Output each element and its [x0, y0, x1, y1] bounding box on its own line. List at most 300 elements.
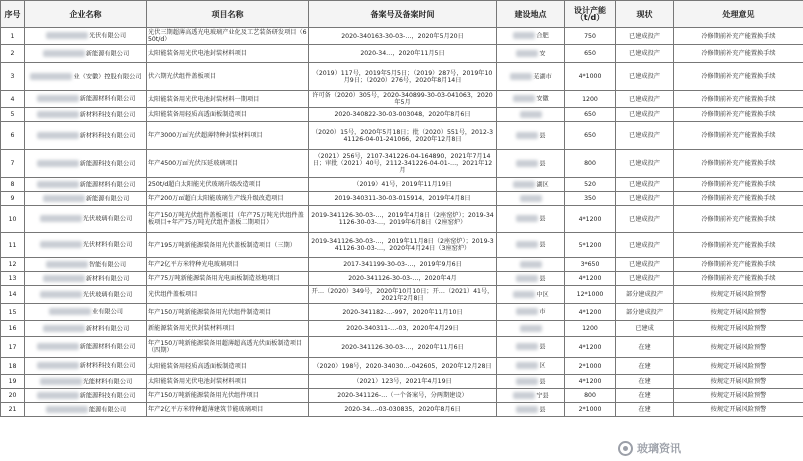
- cell-text: 业（安徽）控股有限公司: [73, 73, 142, 81]
- cell-text: 安徽: [536, 95, 549, 103]
- cell-location: [497, 206, 565, 233]
- cell-text: 冷修期前补充产能置换手续: [701, 261, 776, 268]
- cell-no: [1, 389, 25, 403]
- cell-text: 业有限公司: [92, 308, 123, 316]
- cell-opinion: [674, 389, 803, 403]
- cell-text: 按规定开展风险预警: [710, 362, 767, 370]
- cell-status: [616, 192, 674, 206]
- table-row: [1, 358, 803, 375]
- cell-no: [1, 122, 25, 150]
- cell-project: [147, 286, 309, 304]
- cell-no: [1, 206, 25, 233]
- table-header-row: [1, 1, 803, 28]
- cell-text: 县: [539, 241, 546, 249]
- cell-text: 冷修期前补充产能置换手续: [701, 160, 776, 167]
- watermark-text: 玻璃资讯: [637, 442, 681, 455]
- cell-opinion: [674, 258, 803, 272]
- cell-text: 太阳能装备用轻质高透面板制造项目: [148, 111, 247, 118]
- cell-text: 已建成投产: [629, 73, 660, 80]
- cell-company: [25, 304, 147, 321]
- cell-text: 新材料有限公司: [85, 325, 130, 333]
- cell-location: [497, 258, 565, 272]
- cell-location: [497, 45, 565, 63]
- cell-text: 520: [584, 181, 596, 188]
- cell-no: [1, 304, 25, 321]
- cell-text: 年产195万吨新能源装备用光伏盖板制造项目（三期）: [148, 241, 296, 249]
- cell-text: 2019-340311-30-03-015914，2019年4月8日: [334, 195, 471, 202]
- cell-text: 部分建成投产: [625, 291, 664, 298]
- cell-opinion: [674, 122, 803, 150]
- cell-capacity: [565, 286, 616, 304]
- cell-company: [25, 321, 147, 337]
- cell-opinion: [674, 28, 803, 45]
- cell-opinion: [674, 358, 803, 375]
- cell-no: [1, 91, 25, 108]
- header-opinion: 处理意见: [674, 1, 803, 28]
- cell-location: [497, 63, 565, 91]
- cell-project: [147, 108, 309, 122]
- cell-text: 16: [8, 325, 17, 332]
- table-row: [1, 122, 803, 150]
- cell-capacity: [565, 91, 616, 108]
- redacted-block: [37, 343, 79, 350]
- cell-no: [1, 258, 25, 272]
- cell-no: [1, 178, 25, 192]
- table-row: [1, 178, 803, 192]
- cell-status: [616, 122, 674, 150]
- cell-text: 在建: [638, 378, 651, 385]
- cell-text: （2019）41号，2019年11月19日: [353, 181, 452, 188]
- cell-capacity: [565, 206, 616, 233]
- cell-text: 冷修期前补充产能置换手续: [701, 132, 776, 139]
- cell-text: 年产150万吨新能源装备用超薄超高透光伏面板制造项目（四期）: [148, 340, 303, 354]
- cell-text: 19: [8, 378, 17, 385]
- cell-no: [1, 192, 25, 206]
- cell-location: [497, 272, 565, 286]
- cell-text: （2020）198号，2020-34030…-042605，2020年12月28日: [313, 362, 492, 370]
- cell-capacity: [565, 337, 616, 358]
- cell-text: 650: [584, 111, 596, 118]
- cell-status: [616, 28, 674, 45]
- cell-text: 2020-341126-30-03-…，2020年11月6日: [341, 343, 464, 351]
- cell-company: [25, 375, 147, 389]
- cell-text: 光能材料有限公司: [82, 378, 133, 386]
- cell-opinion: [674, 272, 803, 286]
- cell-record: [309, 286, 497, 304]
- redacted-block: [43, 325, 85, 332]
- redacted-block: [37, 181, 79, 188]
- cell-status: [616, 91, 674, 108]
- cell-no: [1, 337, 25, 358]
- cell-text: 部分建成投产: [625, 308, 664, 316]
- cell-text: 350: [584, 195, 596, 202]
- cell-text: 县: [539, 275, 546, 283]
- redacted-block: [516, 343, 538, 350]
- cell-text: 2020-341182-…-997，2020年11月10日: [342, 308, 463, 316]
- cell-location: [497, 403, 565, 417]
- cell-text: 2020-34…-03-030835，2020年8月6日: [344, 406, 461, 413]
- cell-company: [25, 91, 147, 108]
- cell-project: [147, 375, 309, 389]
- cell-text: 冷修期前补充产能置换手续: [701, 195, 776, 202]
- cell-text: 新能源装备用光伏封装材料项目: [148, 325, 235, 332]
- cell-record: [309, 375, 497, 389]
- cell-text: 新能源材料有限公司: [79, 181, 136, 189]
- table-row: [1, 150, 803, 178]
- cell-text: 年产75万吨新能源装备用光电面板制造基地项目: [148, 275, 280, 282]
- cell-status: [616, 206, 674, 233]
- cell-status: [616, 321, 674, 337]
- cell-project: [147, 258, 309, 272]
- cell-text: 20: [8, 392, 17, 399]
- redacted-block: [510, 73, 532, 80]
- cell-company: [25, 150, 147, 178]
- cell-text: 新材料科技有限公司: [79, 132, 136, 140]
- cell-capacity: [565, 375, 616, 389]
- cell-no: [1, 45, 25, 63]
- cell-text: 太阳能装备用轻质高透面板制造项目: [148, 362, 247, 370]
- cell-project: [147, 91, 309, 108]
- cell-record: [309, 91, 497, 108]
- table-row: [1, 375, 803, 389]
- table-row: [1, 321, 803, 337]
- cell-text: 已建成投产: [629, 160, 660, 167]
- cell-text: 冷修期前补充产能置换手续: [701, 275, 776, 282]
- cell-text: 1200: [582, 95, 598, 103]
- redacted-block: [516, 215, 538, 222]
- header-capacity: 设计产能 （t/d）: [565, 1, 616, 28]
- header-project: 项目名称: [147, 1, 309, 28]
- cell-status: [616, 337, 674, 358]
- redacted-block: [40, 378, 82, 385]
- cell-no: [1, 375, 25, 389]
- cell-no: [1, 28, 25, 45]
- cell-text: 已建成投产: [629, 132, 660, 139]
- cell-text: 750: [584, 32, 596, 40]
- cell-opinion: [674, 108, 803, 122]
- cell-text: 光伏三期超薄高透光电玻璃产业化及工艺装备研发项目（650t/d）: [148, 29, 307, 43]
- cell-text: 在建: [638, 362, 651, 370]
- cell-text: 冷修期前补充产能置换手续: [701, 215, 776, 223]
- cell-text: 光伏有限公司: [88, 32, 127, 40]
- cell-record: [309, 304, 497, 321]
- cell-capacity: [565, 45, 616, 63]
- cell-text: 许可备（2020）305号，2020-340899-30-03-041063，2020年5月: [312, 92, 493, 106]
- cell-record: [309, 150, 497, 178]
- cell-opinion: [674, 321, 803, 337]
- cell-text: 4*1200: [578, 308, 602, 316]
- redacted-block: [520, 111, 542, 118]
- cell-text: 芜湖市: [533, 73, 552, 81]
- cell-record: [309, 337, 497, 358]
- cell-text: 2017-341199-30-03-…，2019年9月6日: [343, 261, 462, 268]
- cell-text: 冷修期前补充产能置换手续: [701, 111, 776, 118]
- cell-text: 4*1200: [578, 378, 602, 385]
- cell-opinion: [674, 337, 803, 358]
- cell-text: 2020-341126-…（一个备案号，分两期建设）: [337, 392, 468, 399]
- cell-opinion: [674, 304, 803, 321]
- header-location: 建设地点: [497, 1, 565, 28]
- cell-status: [616, 63, 674, 91]
- redacted-block: [37, 160, 79, 167]
- cell-text: （2020）15号，2020年5月18日；批（2020）551号，2012-341126-04-01-241066，2020年12月8日: [311, 128, 494, 143]
- cell-company: [25, 122, 147, 150]
- cell-text: 已建成投产: [629, 195, 660, 202]
- cell-text: 11: [8, 241, 17, 249]
- cell-text: （2019）117号，2019年5月5日；（2019）287号，2019年10月9日；（2020）276号，2020年8月14日: [312, 69, 493, 84]
- cell-text: 已建成投产: [629, 95, 660, 103]
- cell-location: [497, 358, 565, 375]
- cell-text: 5*1200: [578, 241, 602, 249]
- redacted-block: [516, 378, 538, 385]
- cell-text: 2*1000: [578, 406, 602, 413]
- cell-text: 光伏玻璃有限公司: [82, 291, 133, 299]
- cell-no: [1, 358, 25, 375]
- cell-location: [497, 192, 565, 206]
- cell-text: 800: [584, 392, 596, 399]
- cell-capacity: [565, 108, 616, 122]
- cell-text: 按规定开展风险预警: [710, 291, 767, 298]
- cell-status: [616, 178, 674, 192]
- cell-status: [616, 45, 674, 63]
- cell-text: 已建成投产: [629, 111, 660, 118]
- cell-record: [309, 122, 497, 150]
- cell-location: [497, 389, 565, 403]
- redacted-block: [513, 95, 535, 102]
- cell-record: [309, 45, 497, 63]
- cell-text: 光伏玻璃有限公司: [82, 215, 133, 223]
- redacted-block: [30, 73, 72, 80]
- cell-text: 年产150万吨新能源装备用光伏组件项目: [148, 392, 259, 399]
- redacted-block: [40, 241, 82, 248]
- cell-status: [616, 150, 674, 178]
- table-row: [1, 45, 803, 63]
- cell-no: [1, 150, 25, 178]
- cell-text: 250t/d超白太阳能光伏玻璃升级改造项目: [148, 181, 262, 188]
- cell-capacity: [565, 233, 616, 258]
- cell-company: [25, 337, 147, 358]
- cell-text: 4*1000: [578, 73, 602, 80]
- cell-project: [147, 150, 309, 178]
- redacted-block: [513, 392, 535, 399]
- cell-capacity: [565, 192, 616, 206]
- cell-company: [25, 389, 147, 403]
- cell-text: 13: [8, 275, 17, 282]
- cell-text: 2020-341126-30-03-…，2020年4月: [348, 275, 457, 282]
- cell-opinion: [674, 63, 803, 91]
- cell-location: [497, 150, 565, 178]
- table-row: [1, 337, 803, 358]
- cell-text: 湖区: [536, 181, 549, 189]
- cell-text: 新能源科技有限公司: [79, 392, 136, 400]
- cell-text: 新能源有限公司: [85, 50, 130, 58]
- cell-text: 县: [539, 132, 546, 140]
- cell-opinion: [674, 233, 803, 258]
- cell-project: [147, 178, 309, 192]
- cell-company: [25, 358, 147, 375]
- cell-project: [147, 272, 309, 286]
- cell-text: 4*1200: [578, 215, 602, 223]
- cell-text: 能源有限公司: [88, 406, 127, 414]
- cell-text: 新能源科技有限公司: [79, 160, 136, 168]
- cell-text: 15: [8, 308, 17, 316]
- cell-record: [309, 389, 497, 403]
- cell-capacity: [565, 150, 616, 178]
- cell-company: [25, 206, 147, 233]
- cell-record: [309, 28, 497, 45]
- cell-capacity: [565, 272, 616, 286]
- cell-text: 2019-341126-30-03-…，2019年11月8日（2座窑炉）；2019-341126-30-03-…，2020年4月24日（3座窑炉）: [311, 238, 494, 252]
- table-row: [1, 63, 803, 91]
- cell-record: [309, 358, 497, 375]
- cell-no: [1, 233, 25, 258]
- cell-text: 650: [584, 132, 596, 139]
- cell-text: 新能源材料有限公司: [79, 95, 136, 103]
- cell-record: [309, 258, 497, 272]
- cell-status: [616, 108, 674, 122]
- cell-project: [147, 321, 309, 337]
- cell-text: 已建成: [635, 325, 654, 332]
- cell-text: 新材料科技有限公司: [79, 111, 136, 119]
- cell-text: 年产3000万㎡光伏超薄特种封装材料项目: [148, 132, 263, 139]
- cell-status: [616, 286, 674, 304]
- cell-text: 市: [539, 308, 546, 316]
- cell-no: [1, 272, 25, 286]
- cell-record: [309, 108, 497, 122]
- cell-location: [497, 108, 565, 122]
- cell-opinion: [674, 286, 803, 304]
- cell-no: [1, 108, 25, 122]
- cell-text: 年产150万吨光伏组件盖板项目（年产75万吨光伏组件盖板项目+年产75万吨光伏组件盖板二期项目）: [148, 212, 304, 226]
- cell-text: 合肥: [536, 32, 549, 40]
- table-row: [1, 272, 803, 286]
- cell-company: [25, 233, 147, 258]
- cell-opinion: [674, 45, 803, 63]
- cell-text: 按规定开展风险预警: [710, 392, 767, 399]
- table-body: [1, 28, 803, 417]
- cell-text: 太阳能装备用光伏电池封装材料项目: [148, 50, 247, 57]
- redacted-block: [520, 195, 542, 202]
- cell-project: [147, 206, 309, 233]
- cell-text: 在建: [638, 392, 651, 399]
- cell-company: [25, 403, 147, 417]
- redacted-block: [516, 362, 538, 369]
- cell-text: 县: [539, 160, 546, 168]
- cell-text: 安: [539, 50, 546, 58]
- cell-company: [25, 28, 147, 45]
- cell-text: 2020-340822-30-03-003048，2020年8月6日: [334, 111, 471, 118]
- cell-project: [147, 192, 309, 206]
- cell-capacity: [565, 389, 616, 403]
- cell-text: 已建成投产: [629, 32, 660, 40]
- watermark: [618, 438, 801, 458]
- redacted-block: [513, 181, 535, 188]
- cell-status: [616, 258, 674, 272]
- cell-text: 县: [539, 378, 546, 386]
- cell-text: 年产2亿平方米特种超薄建筑节能玻璃项目: [148, 406, 264, 413]
- cell-text: 在建: [638, 343, 651, 351]
- cell-text: 2019-341126-30-03-…，2019年4月8日（2座窑炉）；2019-341126-30-03-…，2019年6月8日（2座窑炉）: [311, 212, 494, 226]
- cell-text: 3: [10, 73, 15, 80]
- cell-text: 650: [584, 50, 596, 57]
- table-row: [1, 403, 803, 417]
- cell-status: [616, 272, 674, 286]
- redacted-block: [43, 275, 85, 282]
- cell-project: [147, 304, 309, 321]
- cell-text: 冷修期前补充产能置换手续: [701, 73, 776, 80]
- redacted-block: [43, 50, 85, 57]
- cell-capacity: [565, 358, 616, 375]
- cell-text: 新能源材料有限公司: [79, 343, 136, 351]
- cell-project: [147, 28, 309, 45]
- cell-project: [147, 63, 309, 91]
- cell-opinion: [674, 178, 803, 192]
- cell-status: [616, 389, 674, 403]
- cell-text: 开…（2020）349号，2020年10月10日；开…（2021）41号，2021年2月8日: [311, 287, 494, 302]
- cell-capacity: [565, 321, 616, 337]
- table-row: [1, 304, 803, 321]
- cell-text: 冷修期前补充产能置换手续: [701, 241, 776, 249]
- cell-text: 冷修期前补充产能置换手续: [701, 181, 776, 188]
- cell-text: 年产4500万㎡光伏压延玻璃项目: [148, 160, 238, 167]
- table-row: [1, 286, 803, 304]
- header-record: 备案号及备案时间: [309, 1, 497, 28]
- cell-text: 年产200万㎡超白太阳能玻璃生产线升级改造项目: [148, 195, 284, 202]
- wechat-logo-icon: [618, 441, 633, 456]
- cell-capacity: [565, 28, 616, 45]
- redacted-block: [46, 32, 88, 39]
- cell-text: 宁县: [536, 392, 549, 400]
- table-row: [1, 192, 803, 206]
- cell-text: 光伏材料有限公司: [82, 241, 133, 249]
- cell-text: 8: [10, 181, 15, 188]
- cell-text: 区: [539, 362, 546, 370]
- table-row: [1, 389, 803, 403]
- cell-record: [309, 192, 497, 206]
- cell-text: 冷修期前补充产能置换手续: [701, 32, 776, 40]
- redacted-block: [49, 308, 91, 315]
- redacted-block: [516, 160, 538, 167]
- header-no: 序号: [1, 1, 25, 28]
- cell-capacity: [565, 304, 616, 321]
- cell-status: [616, 233, 674, 258]
- redacted-block: [516, 406, 538, 413]
- cell-location: [497, 28, 565, 45]
- table-row: [1, 28, 803, 45]
- redacted-block: [513, 291, 535, 298]
- table-row: [1, 206, 803, 233]
- cell-record: [309, 178, 497, 192]
- redacted-block: [46, 406, 88, 413]
- cell-text: 已建成投产: [629, 241, 660, 249]
- cell-text: 在建: [638, 406, 651, 413]
- cell-opinion: [674, 206, 803, 233]
- cell-text: 新能源有限公司: [85, 195, 130, 203]
- cell-project: [147, 389, 309, 403]
- cell-opinion: [674, 91, 803, 108]
- table-row: [1, 258, 803, 272]
- cell-record: [309, 272, 497, 286]
- redacted-block: [516, 308, 538, 315]
- redacted-block: [516, 241, 538, 248]
- cell-record: [309, 233, 497, 258]
- table-row: [1, 108, 803, 122]
- cell-company: [25, 272, 147, 286]
- cell-text: 年产150万吨新能源装备用光伏组件制造项目: [148, 308, 272, 316]
- cell-text: 2020-340163-30-03-…，2020年5月20日: [341, 32, 464, 40]
- redacted-block: [46, 261, 88, 268]
- cell-company: [25, 63, 147, 91]
